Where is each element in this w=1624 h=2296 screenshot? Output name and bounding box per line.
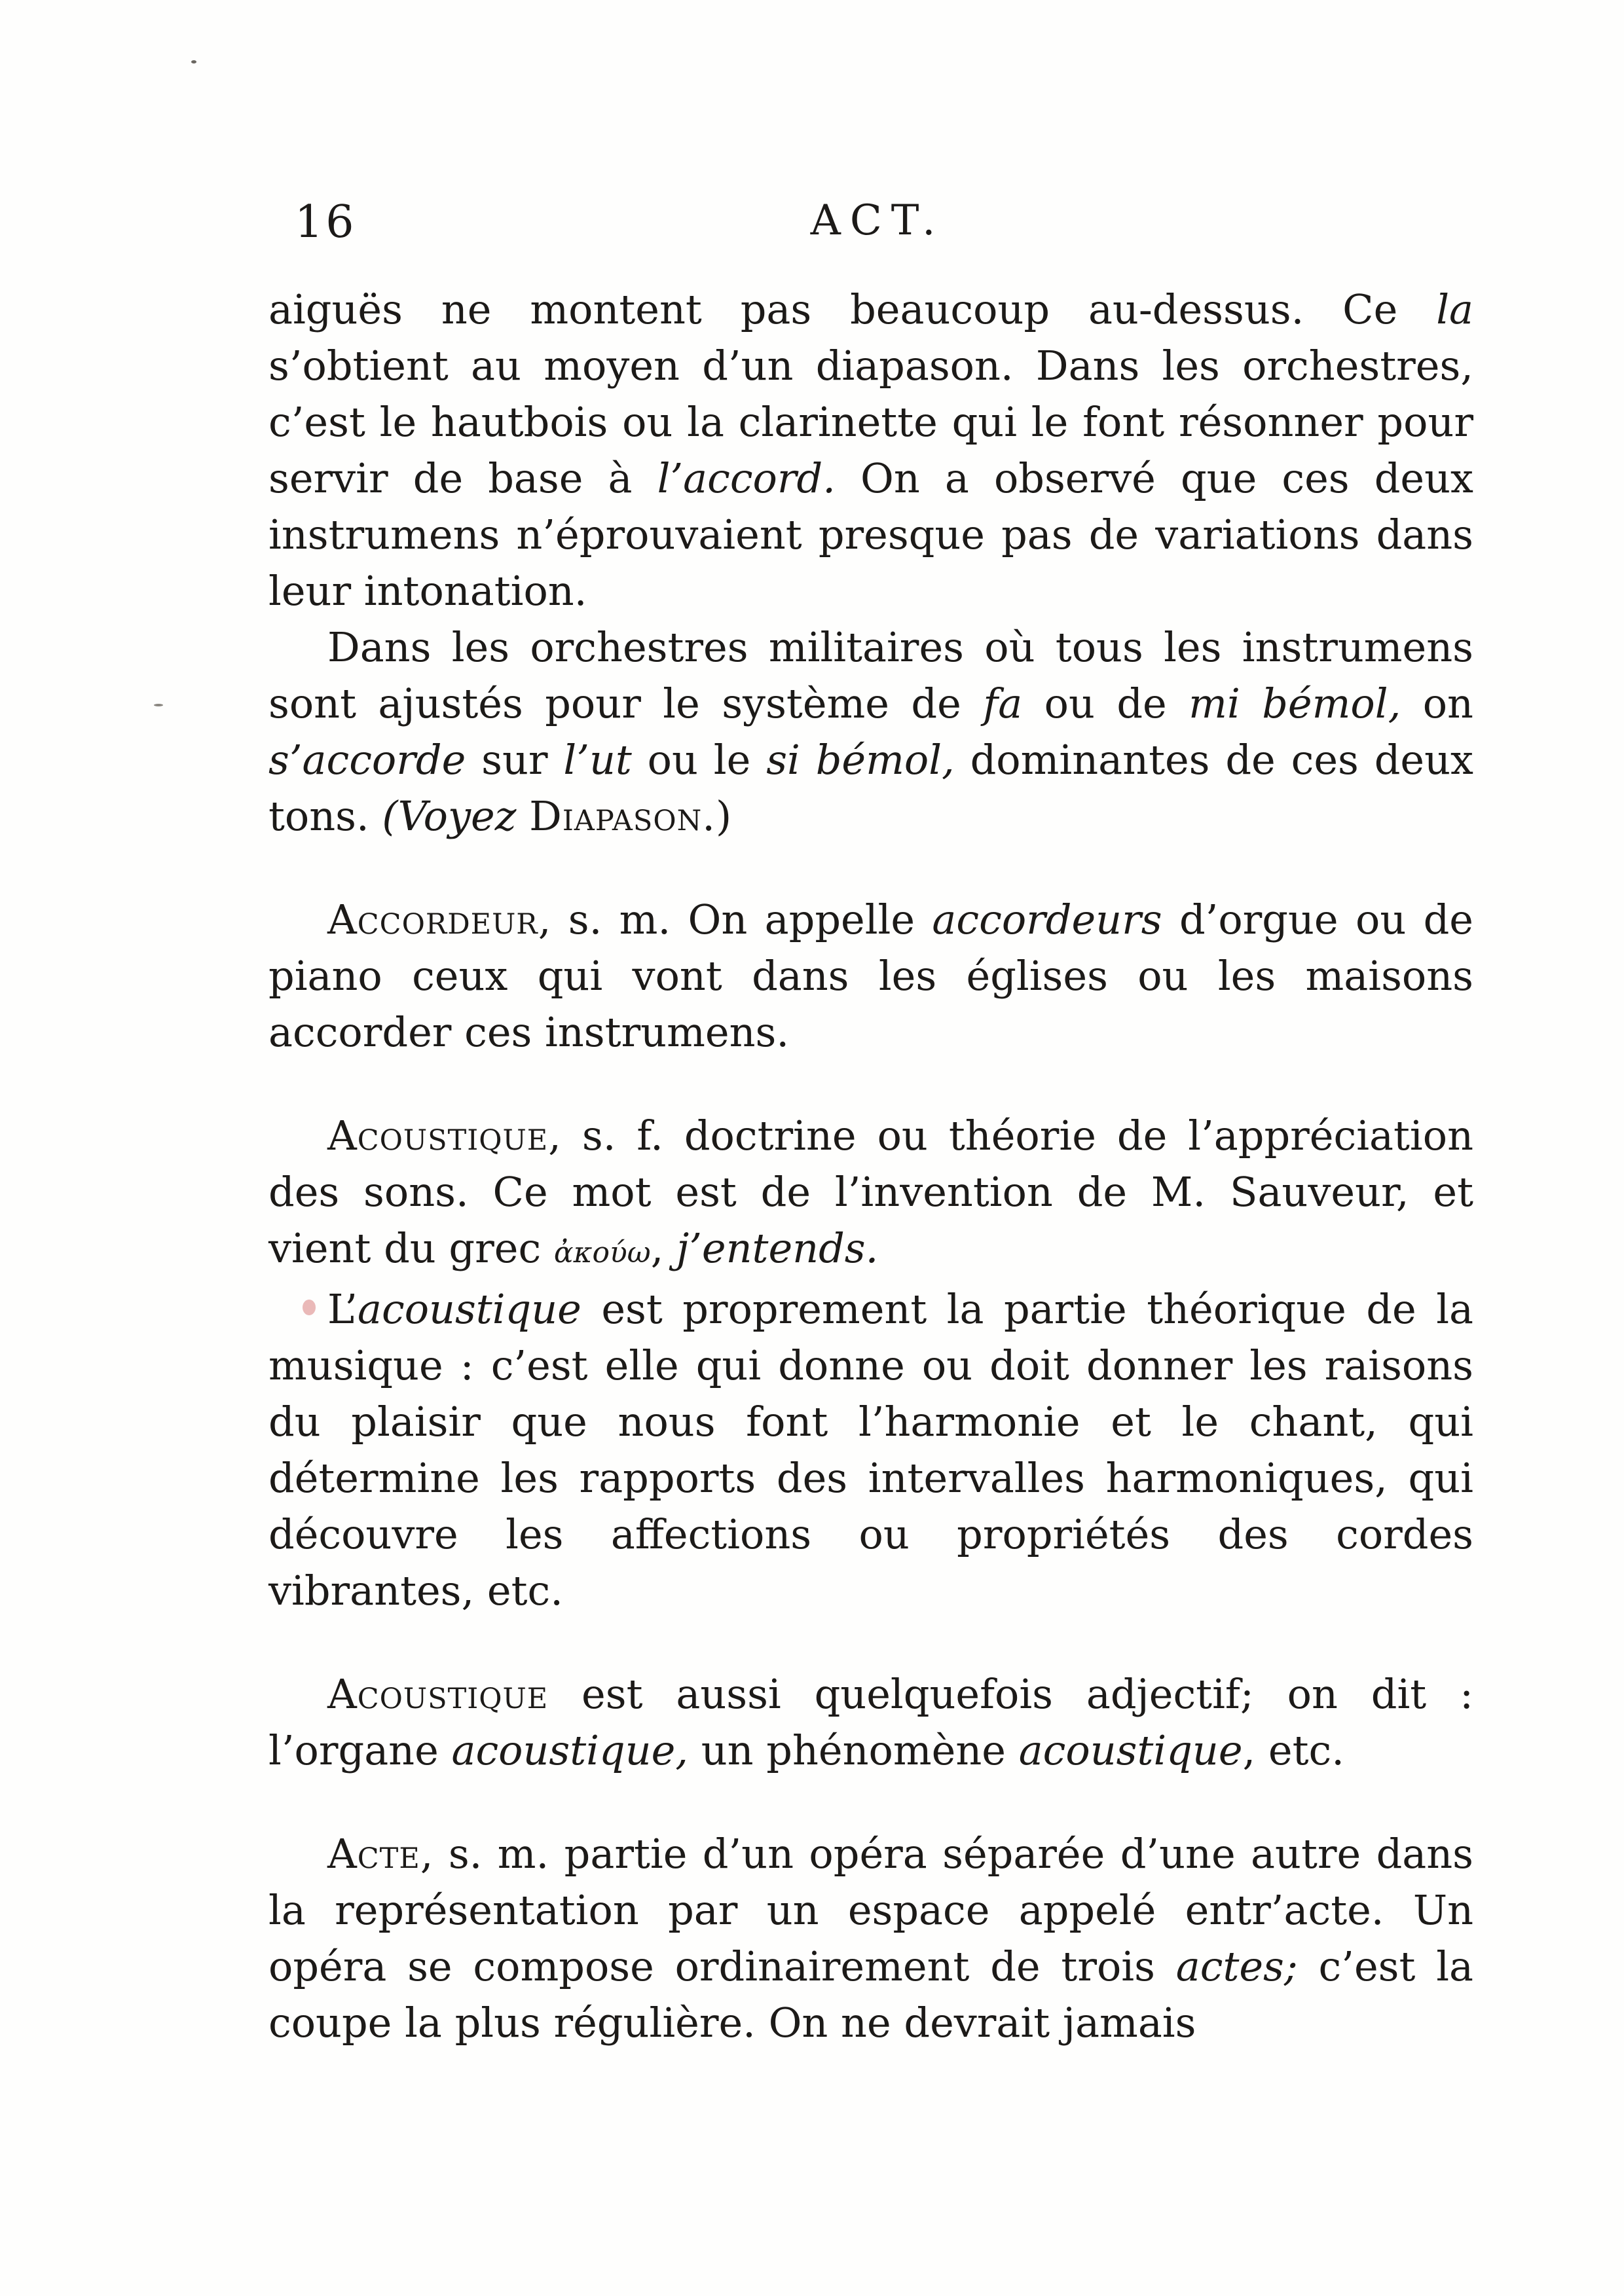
stain-mark [303, 1300, 316, 1315]
text-run: un phénomène [688, 1726, 1019, 1774]
text-run: acoustique [1018, 1726, 1243, 1774]
text-run: Acoustique [327, 1112, 549, 1159]
text-run: si bémol, [766, 736, 955, 784]
ink-speck [191, 60, 196, 64]
text-run: L’ [327, 1285, 358, 1333]
text-run: On a observé que ces deux instrumens n’éprouvaient presque pas de variations dans leur intonation. [268, 454, 1473, 615]
entry-acte [268, 1826, 1473, 2051]
text-run: on [1401, 680, 1473, 727]
text-run: est proprement la partie théorique de la musique : c’est elle qui donne ou doit donner les raisons du plaisir que nous font l’harmonie et le chant, qui détermine les rapports des intervalles harmoniques, qui découvre les affections ou propriétés des cordes vibrantes, etc. [268, 1285, 1473, 1614]
text-run: sur [466, 736, 564, 784]
text-run: acoustique, [451, 1726, 689, 1774]
text-run: , s. f. doctrine ou théorie de l’appréciation des sons. Ce mot est de l’invention de M. Sauveur, et vient du grec [268, 1112, 1473, 1272]
text-run: ou le [631, 736, 767, 784]
page-header [295, 196, 1460, 262]
text-run: la [1436, 285, 1473, 333]
text-run: ) [715, 792, 732, 840]
entry-acoustique-noun [268, 1108, 1473, 1281]
text-run: ou de [1022, 680, 1189, 727]
text-run: , [650, 1224, 676, 1272]
text-run: l’accord. [657, 454, 836, 502]
text-run: s’obtient au moyen d’un diapason. Dans les orchestres, c’est le hautbois ou la clarinette qui le font résonner pour servir de base à [268, 342, 1473, 502]
text-run: mi bémol, [1189, 680, 1401, 727]
text-run: c’est la coupe la plus régulière. On ne devrait jamais [268, 1942, 1473, 2047]
text-run: d’orgue ou de piano ceux qui vont dans les églises ou les maisons accorder ces instrumens. [268, 896, 1473, 1056]
text-run: aiguës ne montent pas beaucoup au-dessus. Ce [268, 285, 1437, 333]
page-number: 16 [295, 196, 357, 248]
text-run: Diapason. [529, 792, 716, 840]
text-run: Acoustique [327, 1670, 549, 1718]
text-run: fa [983, 680, 1023, 727]
text-run: j’entends. [676, 1224, 879, 1272]
text-run: Acte [327, 1830, 420, 1878]
entry-acoustique-adjective [268, 1666, 1473, 1779]
paragraph-continuation [268, 282, 1473, 619]
paragraph-acoustique-definition [268, 1281, 1473, 1619]
text-run: , s. m. On appelle [538, 896, 932, 943]
text-run: , etc. [1242, 1726, 1344, 1774]
text-run: actes; [1175, 1942, 1298, 1990]
text-run: dominantes de ces deux tons. [268, 736, 1473, 840]
text-run: , s. m. partie d’un opéra séparée d’une autre dans la représentation par un espace appelé entr’acte. Un opéra se compose ordinairement de trois [268, 1830, 1473, 1990]
ink-speck [154, 704, 163, 706]
text-run: acoustique [358, 1285, 581, 1333]
text-run: Accordeur [327, 896, 538, 943]
text-run: l’ut [563, 736, 632, 784]
text-run [516, 792, 529, 840]
paragraph-military-orchestras [268, 619, 1473, 845]
text-run: (Voyez [382, 792, 517, 840]
entry-accordeur [268, 892, 1473, 1061]
text-run: accordeurs [932, 896, 1162, 943]
running-head: ACT. [810, 196, 945, 245]
body-text [268, 282, 1473, 2051]
text-run: ἀκούω [553, 1236, 651, 1269]
text-run: est aussi quelquefois adjectif; on dit : l’organe [268, 1670, 1473, 1774]
text-run: s’accorde [268, 736, 466, 784]
text-run: Dans les orchestres militaires où tous les instrumens sont ajustés pour le système de [268, 623, 1473, 727]
